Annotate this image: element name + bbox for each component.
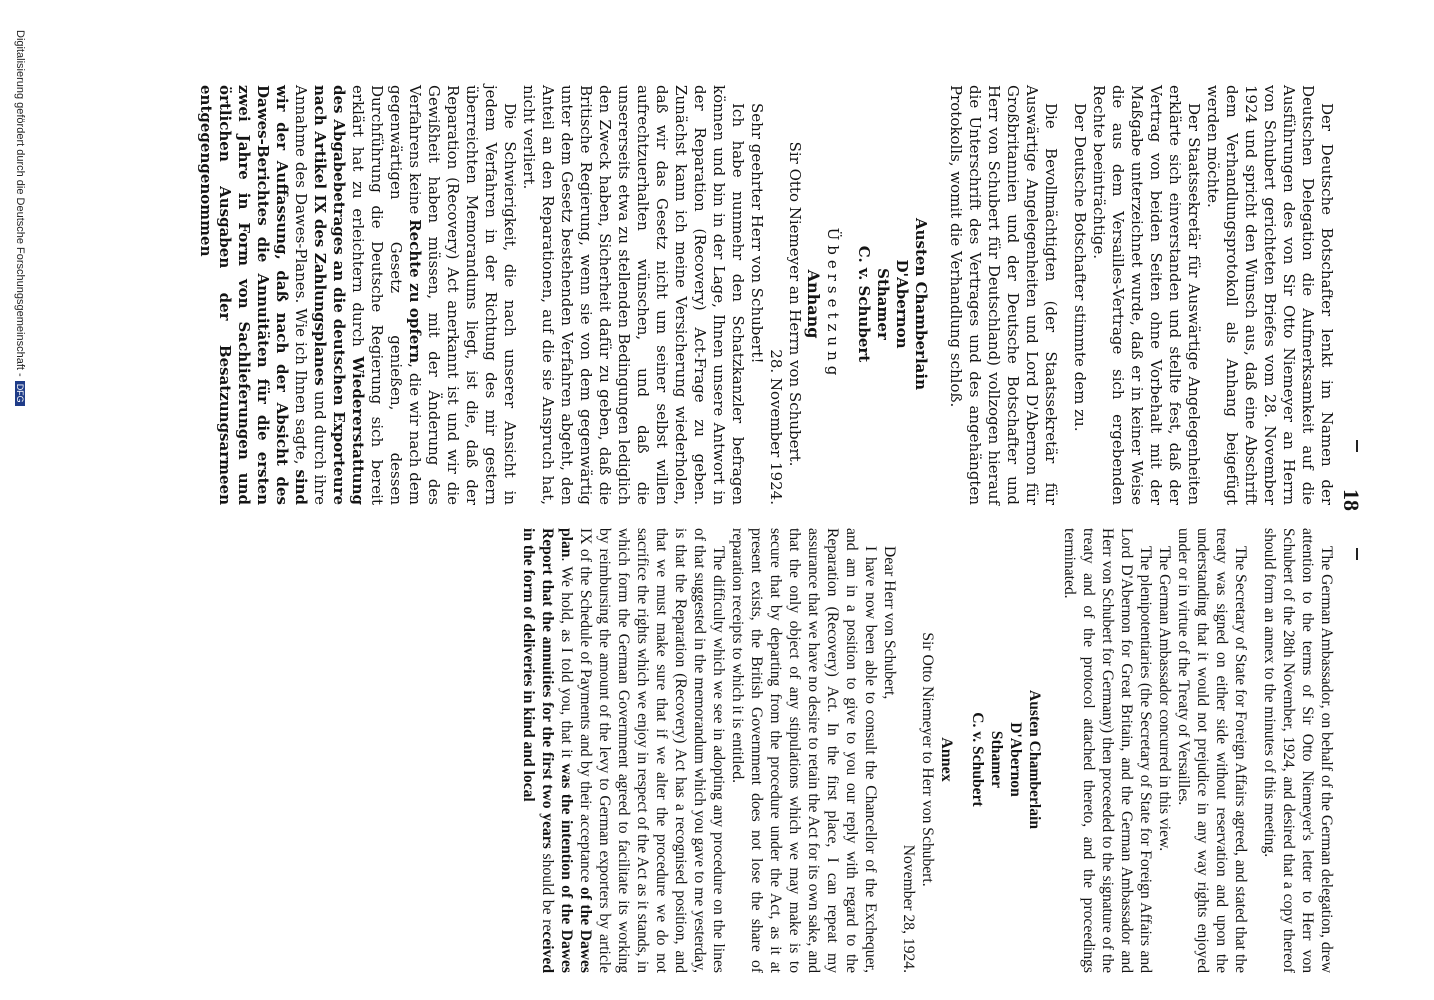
annex-title: Annex: [938, 737, 955, 782]
page-number: 18: [1339, 489, 1364, 511]
text-run: should be re: [539, 848, 556, 932]
dfg-logo: DFG: [15, 381, 25, 406]
english-paragraph-3: The German Ambassador concurred in this view.: [1156, 546, 1173, 852]
english-paragraph-1: The German Ambassador, on behalf of the German delegation, drew attention to the terms of Sir Otto Niemeyer's letter to Herr von Schubert of the 28th November, 1924, and desired that a copy thereof should form an annex to the minutes of this meeting.: [1261, 528, 1335, 973]
text-run-bold: ceived in the form of deliveries in kind and local: [520, 528, 556, 973]
english-signatures: [968, 528, 1044, 973]
footer-text: Digitalisierung gefördert durch die Deutsche Forschungsgemeinschaft -: [14, 30, 26, 377]
salutation: Sehr geehrter Herr von Schubert!: [748, 103, 766, 364]
german-column: [196, 85, 1336, 505]
annex-paragraph-2: [196, 85, 519, 505]
text-run: und durch ihre Annahme des Dawes-Planes. Wie ich Ihnen sagte,: [292, 85, 329, 505]
signature: C. v. Schubert: [855, 245, 873, 363]
annex-date: 28. November 1924.: [767, 349, 785, 505]
signature: Sthamer: [874, 268, 892, 340]
salutation: Dear Herr von Schubert,: [881, 546, 898, 700]
page-number-dash-left: [1356, 440, 1358, 452]
signature: Sthamer: [988, 730, 1005, 789]
annex-paragraph-1: Ich habe nunmehr den Schatzkanzler befragen können und bin in der Lage, Ihnen unsere Antwort in der Reparation (Recovery) Act-Frage zu geben. Zunächst kann ich meine Versicherung wiederholen, daß wir das Gesetz nicht um seiner selbst willen aufrechtzuerhalten wünschen, und daß die unsererseits etwa zu stellenden Bedingungen lediglich den Zweck haben, Sicherheit dafür zu geben, daß die Britische Regierung, wenn sie von dem gegenwärtig unter dem Gesetz bestehenden Verfahren abgeht, den Anteil an den Reparationen, auf die sie Anspruch hat, nicht verliert.: [520, 85, 747, 505]
text-run-bold: sind wir der Auffassung, daß nach der Absicht des Dawes-Berichtes die Annuitäten für die ersten zwei Jahre in Form von Sachlieferungen und örtlichen Ausgaben der Besatzungsarmeen entgegengenommen: [197, 85, 310, 505]
signature: Austen Chamberlain: [1026, 689, 1043, 830]
signature: C. v. Schubert: [969, 712, 986, 807]
german-paragraph-2: Der Staatssekretär für Auswärtige Angelegenheiten erklärte sich einverstanden und stellte fest, daß der Vertrag von beiden Seiten ohne Vorbehalt mit der Maßgabe unterzeichnet wurde, daß er in keiner Weise die aus dem Versailles-Vertrage sich ergebenden Rechte beeinträchtige.: [1090, 85, 1203, 505]
text-run-bold: Wiedererstattung des Abgabebetrages an die deutschen Exporteure nach Artikel IX des Zahlungsplanes: [311, 85, 367, 505]
page-number-dash-right: [1356, 548, 1358, 560]
text-run: Die Schwierigkeit, die nach unserer Ansicht in jedem Verfahren in der Richtung des mir gestern überreichten Memorandums liegt, ist die, daß der Reparation (Recovery) Act anerkannt ist und wir die Gewißheit haben müssen, mit der Änderung des Verfahrens keine: [406, 85, 519, 505]
signature: D'Abernon: [1007, 722, 1024, 797]
annex-title: Anhang: [804, 269, 823, 339]
text-run: , die wir nach dem gegenwärtigen Gesetz genießen, dessen Durchführung die Deutsche Regierung sich bereit erklärt hat zu erleichtern durch: [349, 85, 424, 506]
german-paragraph-4: Die Bevollmächtigten (der Staatssekretär für Auswärtige Angelegenheiten und Lord D'Abernon für Großbritannien und der Deutsche Botschafter und Herr von Schubert für Deutschland) vollzogen hierauf die Unterschrift des Vertrages und des angehängten Protokolls, womit die Verhandlung schloß.: [947, 85, 1060, 505]
text-run-bold: was the intention of the Dawes Report that the annuities for the first two years: [539, 528, 575, 973]
english-paragraph-4: The plenipotentiaries (the Secretary of State for Foreign Affairs and Lord D'Abernon for Great Britain, and the German Ambassador and Herr von Schubert for Germany) then proceeded to the signature of the treaty and of the protocol attached thereto, and the proceedings terminated.: [1061, 528, 1154, 973]
german-paragraph-3: Der Deutsche Botschafter stimmte dem zu.: [1071, 103, 1089, 432]
text-run-bold: Rechte zu opfern: [406, 219, 424, 364]
english-paragraph-2: The Secretary of State for Foreign Affairs agreed, and stated that the treaty was signed on either side without reservation and upon the understanding that it would not prejudice in any way rights enjoyed under or in virtue of the Treaty of Versailles.: [1175, 528, 1249, 973]
signature: D'Abernon: [893, 259, 911, 349]
annex-subtitle: Sir Otto Niemeyer an Herrn von Schubert.: [786, 141, 804, 467]
annex-subtitle: Sir Otto Niemeyer to Herr von Schubert.: [919, 632, 936, 887]
text-run: The difficulty which we see in adopting any procedure on the lines of that suggested in the memorandum which you gave to me yesterday, is that the Reparation (Recovery) Act has a recognised position, and that we must make sure that if we alter the procedure we do not sacrifice the rights which we enjoy in respect of the Act as it stands, in which form the German Government agreed to facilitate its working by reimbursing the amount of the levy to German exporters by article IX of the Schedule of Payments and by their acceptance: [577, 528, 727, 973]
signature: Austen Chamberlain: [912, 218, 930, 390]
annex-paragraph-1: I have now been able to consult the Chancellor of the Exchequer, and am in a position to give to you our reply with regard to the Reparation (Recovery) Act. In the first place, I can repeat my assurance that we have no desire to retain the Act for its own sake, and that the only object of any stipulations which we may make is to secure that by departing from the procedure under the Act, as it at present exists, the British Government does not lose the share of reparation receipts to which it is entitled.: [729, 528, 879, 973]
german-signatures: [854, 85, 930, 505]
digitization-footer: [14, 30, 26, 406]
annex-paragraph-2: [519, 528, 728, 973]
text-run: . We hold, as I told you, that it: [558, 557, 575, 764]
english-column: [519, 528, 1336, 973]
text-run-bold: of the Dawes plan: [558, 528, 594, 973]
translation-label: Übersetzung: [824, 227, 842, 381]
german-paragraph-1: Der Deutsche Botschafter lenkt im Namen der Deutschen Delegation die Aufmerksamkeit auf die Ausführungen des von Sir Otto Niemeyer an Herrn von Schubert gerichteten Briefes vom 28. November 1924 und spricht den Wunsch aus, daß eine Abschrift dem Verhandlungsprotokoll als Anhang beigefügt werden möchte.: [1204, 85, 1336, 505]
annex-date: November 28, 1924.: [900, 844, 917, 973]
